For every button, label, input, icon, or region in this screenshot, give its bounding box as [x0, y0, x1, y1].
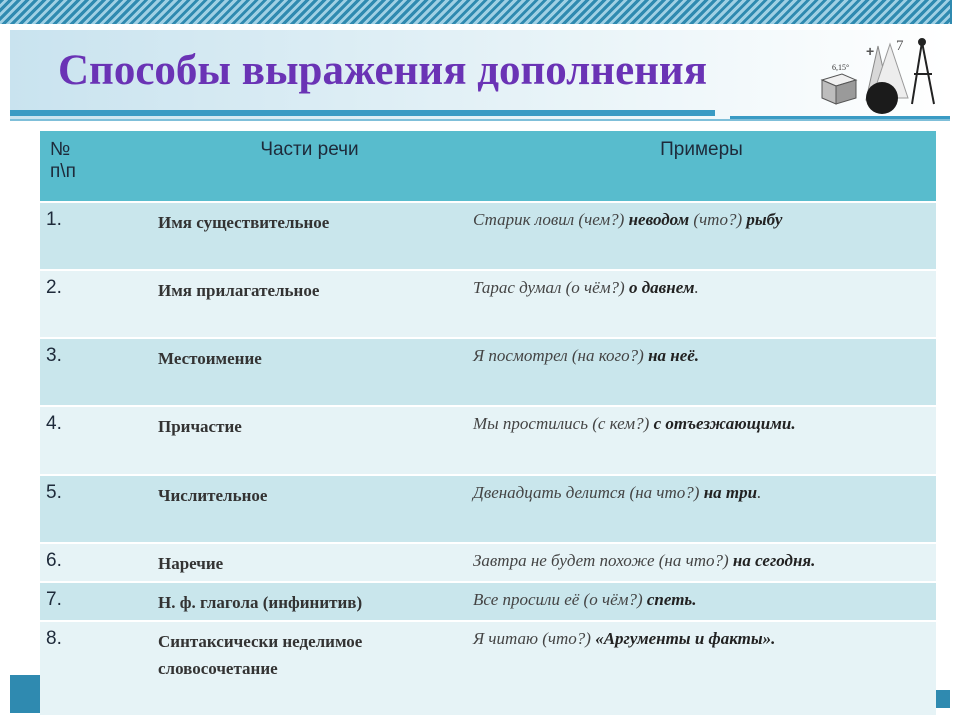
example-cell — [467, 270, 936, 338]
part-of-speech-cell: Числительное — [152, 475, 467, 543]
example-object-highlight: на три — [703, 483, 758, 502]
footer-left-tab — [10, 675, 40, 713]
example-text: Я посмотрел (на кого?) — [473, 346, 649, 365]
example-text: Тарас думал (о чём?) — [473, 278, 629, 297]
example-text: Завтра не будет похоже (на что?) — [473, 551, 733, 570]
row-number: 2. — [40, 270, 152, 338]
page-title: Способы выражения дополнения — [58, 47, 707, 94]
header-number-label — [50, 139, 76, 182]
example-object-highlight: на сегодня. — [732, 551, 816, 570]
example-object-highlight: рыбу — [746, 210, 783, 229]
compass-icon — [912, 39, 934, 104]
header-rule — [10, 110, 715, 116]
example-cell — [467, 543, 936, 582]
row-number: 4. — [40, 406, 152, 475]
part-of-speech-cell: Наречие — [152, 543, 467, 582]
header-number — [40, 131, 152, 202]
example-object-highlight: «Аргументы и факты». — [595, 629, 776, 648]
object-expression-table — [40, 131, 936, 717]
example-cell — [467, 202, 936, 270]
row-number: 7. — [40, 582, 152, 621]
example-text: Мы простились (с кем?) — [473, 414, 654, 433]
example-cell — [467, 621, 936, 716]
row-number: 8. — [40, 621, 152, 716]
example-cell — [467, 406, 936, 475]
sphere-icon — [866, 82, 898, 114]
table-row — [40, 543, 936, 582]
header-number-part: п\п — [50, 161, 76, 182]
row-number: 5. — [40, 475, 152, 543]
table-row — [40, 475, 936, 543]
part-of-speech-cell: Причастие — [152, 406, 467, 475]
example-cell — [467, 475, 936, 543]
table-row — [40, 621, 936, 716]
row-number: 3. — [40, 338, 152, 406]
footer-right-tab — [936, 690, 950, 708]
logo-seven-label: 7 — [896, 38, 904, 54]
header-number-part: № — [50, 139, 71, 160]
logo-angle-label: 6,15° — [832, 63, 850, 72]
part-of-speech-cell: Синтаксически неделимое словосочетание — [152, 621, 467, 716]
row-number: 6. — [40, 543, 152, 582]
header-parts-of-speech: Части речи — [152, 131, 467, 202]
header-underline — [10, 119, 950, 121]
example-cell — [467, 582, 936, 621]
example-object-highlight: на неё. — [648, 346, 700, 365]
table-row — [40, 582, 936, 621]
logo-plus-label: + — [866, 43, 875, 59]
example-text: (что?) — [689, 210, 747, 229]
table-row — [40, 202, 936, 270]
part-of-speech-cell: Местоимение — [152, 338, 467, 406]
example-text: Двенадцать делится (на что?) — [473, 483, 704, 502]
part-of-speech-cell: Имя прилагательное — [152, 270, 467, 338]
example-text: . — [694, 278, 699, 297]
row-number: 1. — [40, 202, 152, 270]
part-of-speech-cell: Имя существительное — [152, 202, 467, 270]
table-row — [40, 270, 936, 338]
example-text: Старик ловил (чем?) — [473, 210, 629, 229]
example-object-highlight: неводом — [628, 210, 690, 229]
top-decor-stripe — [0, 0, 952, 24]
table-row — [40, 406, 936, 475]
table-row — [40, 338, 936, 406]
example-object-highlight: о давнем — [628, 278, 695, 297]
table-header-row — [40, 131, 936, 202]
geometry-logo-icon — [816, 34, 944, 118]
example-text: Все просили её (о чём?) — [473, 590, 647, 609]
example-object-highlight: спеть. — [646, 590, 697, 609]
part-of-speech-cell: Н. ф. глагола (инфинитив) — [152, 582, 467, 621]
cube-icon — [822, 74, 856, 104]
example-cell — [467, 338, 936, 406]
header-examples: Примеры — [467, 131, 936, 202]
example-text: . — [757, 483, 762, 502]
example-object-highlight: с отъезжающими. — [653, 414, 796, 433]
example-text: Я читаю (что?) — [473, 629, 596, 648]
